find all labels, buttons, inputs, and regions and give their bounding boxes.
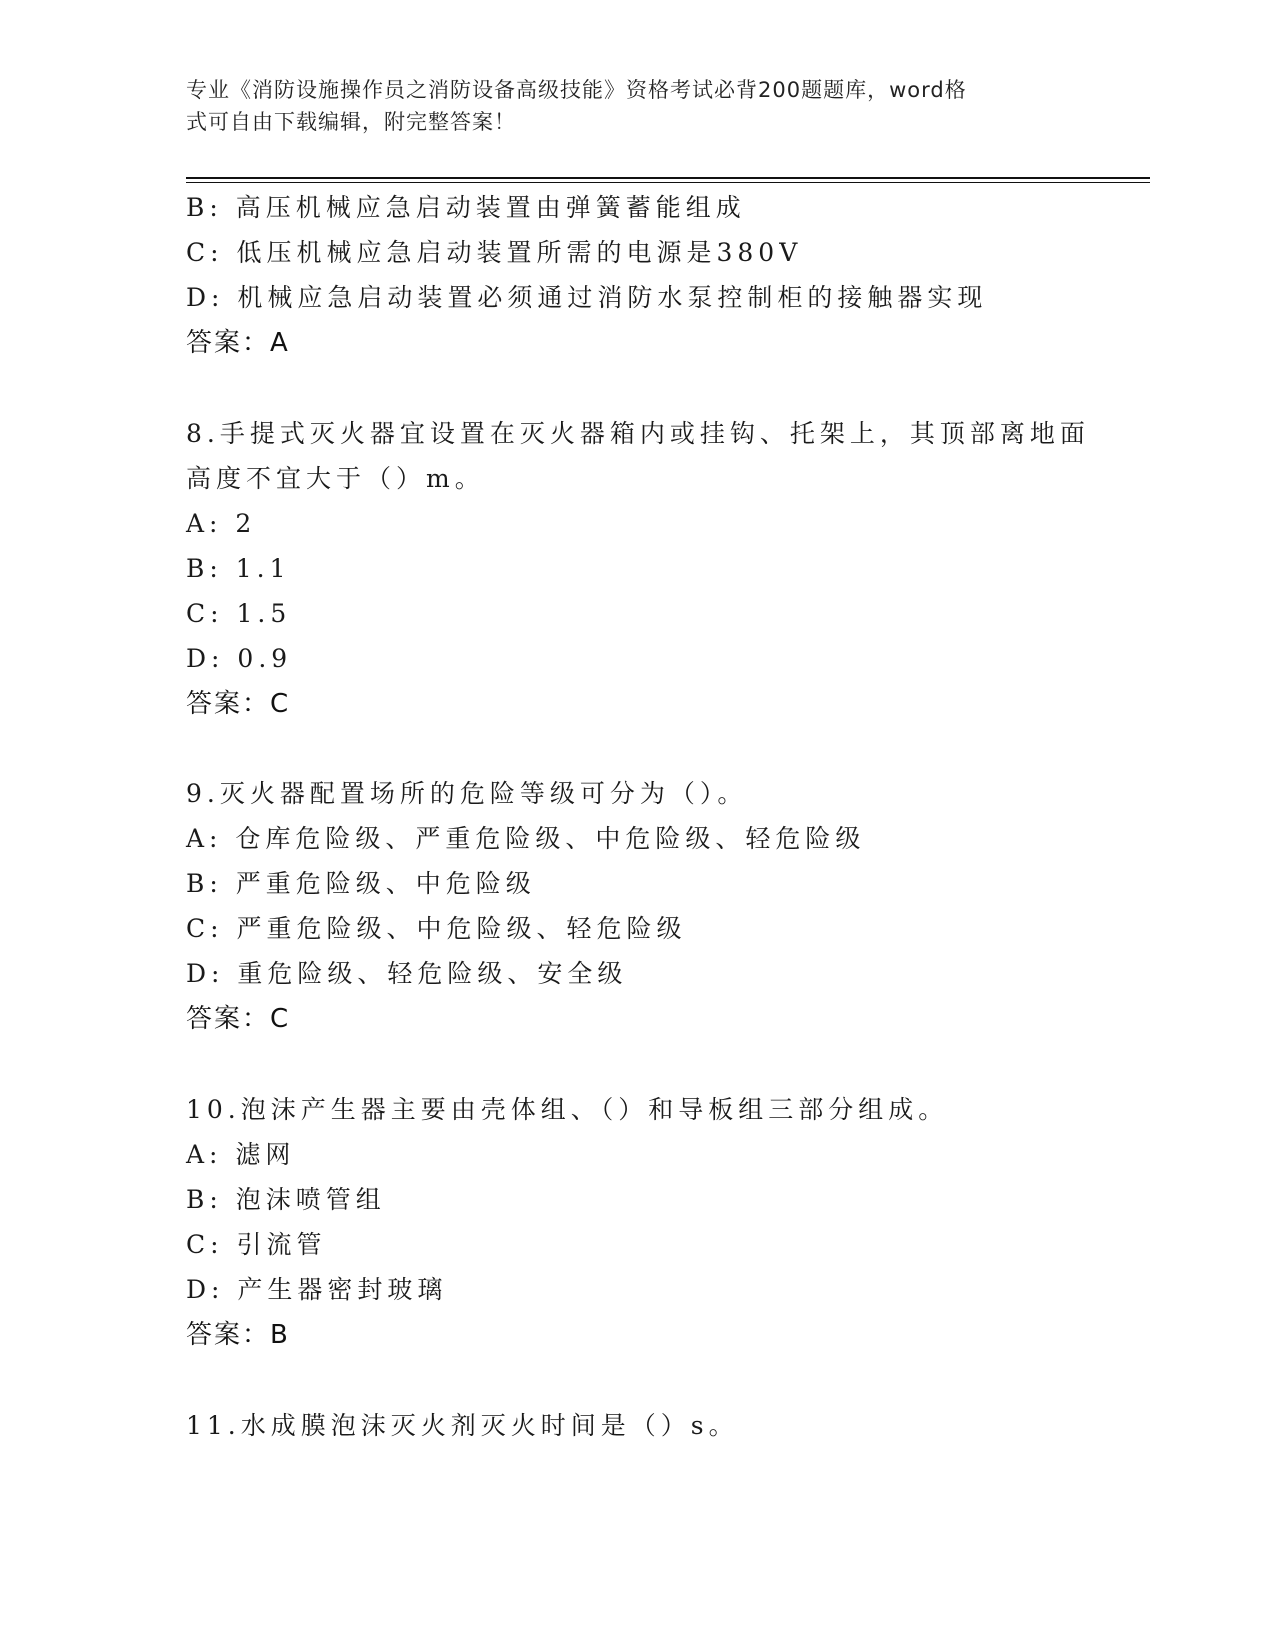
q7-option-c: C: 低压机械应急启动装置所需的电源是380V: [186, 238, 803, 267]
q8-stem-line-1: 8.手提式灭火器宜设置在灭火器箱内或挂钩、托架上，其顶部离地面: [186, 419, 1090, 448]
document-header: [186, 74, 1066, 138]
header-line-1: 专业《消防设施操作员之消防设备高级技能》资格考试必背200题题库，word格: [186, 78, 967, 102]
q9-stem: 9.灭火器配置场所的危险等级可分为（）。: [186, 779, 748, 808]
q10-option-a: A: 滤网: [186, 1140, 296, 1169]
header-divider-thick: [186, 177, 1150, 179]
q7-option-b: B: 高压机械应急启动装置由弹簧蓄能组成: [186, 193, 746, 222]
q9-option-b: B: 严重危险级、中危险级: [186, 869, 536, 898]
q10-option-c: C: 引流管: [186, 1230, 327, 1259]
q8-option-c: C: 1.5: [186, 599, 292, 628]
q10-option-d: D: 产生器密封玻璃: [186, 1275, 448, 1304]
q10-stem: 10.泡沫产生器主要由壳体组、（）和导板组三部分组成。: [186, 1095, 949, 1124]
header-divider-thin: [186, 182, 1150, 183]
q10-answer: 答案：B: [186, 1320, 290, 1350]
q9-answer: 答案：C: [186, 1004, 291, 1034]
q9-option-c: C: 严重危险级、中危险级、轻危险级: [186, 914, 687, 943]
q8-option-a: A: 2: [186, 509, 257, 538]
q9-option-d: D: 重危险级、轻危险级、安全级: [186, 959, 628, 988]
q8-option-b: B: 1.1: [186, 554, 291, 583]
q8-option-d: D: 0.9: [186, 644, 293, 673]
q11-stem: 11.水成膜泡沫灭火剂灭火时间是（）s。: [186, 1411, 739, 1440]
q9-option-a: A: 仓库危险级、严重危险级、中危险级、轻危险级: [186, 824, 866, 853]
q7-option-d: D: 机械应急启动装置必须通过消防水泵控制柜的接触器实现: [186, 283, 988, 312]
header-line-2: 式可自由下载编辑，附完整答案！: [186, 110, 516, 134]
q8-stem-line-2: 高度不宜大于（）m。: [186, 464, 485, 493]
q8-answer: 答案：C: [186, 689, 291, 719]
q10-option-b: B: 泡沫喷管组: [186, 1185, 386, 1214]
q7-answer: 答案：A: [186, 328, 290, 358]
